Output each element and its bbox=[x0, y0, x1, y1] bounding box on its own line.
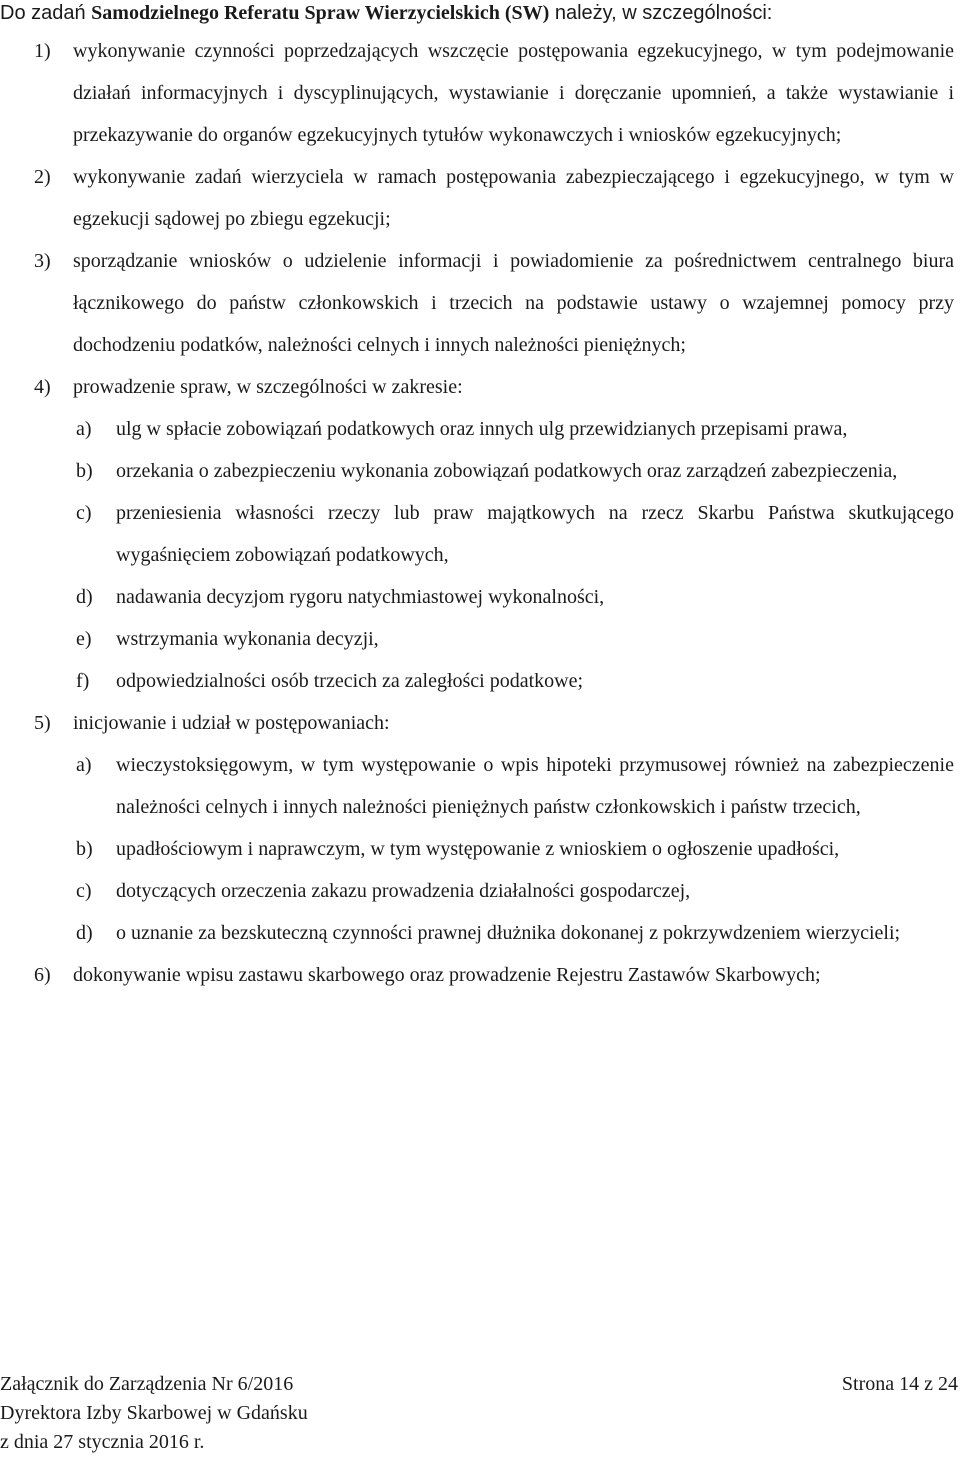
intro-tail: należy, w szczególności: bbox=[549, 2, 773, 24]
footer-row bbox=[0, 1399, 960, 1428]
item-text: sporządzanie wniosków o udzielenie informacji i powiadomienie za pośrednictwem centralnego biura łącznikowego do państw członkowskich i trzecich na podstawie ustawy o wzajemnej pomocy przy dochodzeniu podatków, należności celnych i innych należności pieniężnych; bbox=[73, 250, 954, 356]
item-text: dokonywanie wpisu zastawu skarbowego oraz prowadzenie Rejestru Zastawów Skarbowych; bbox=[73, 964, 821, 986]
sub-item-letter: d) bbox=[76, 922, 93, 944]
sub-item-letter: b) bbox=[76, 460, 93, 482]
sub-item-text: nadawania decyzjom rygoru natychmiastowej wykonalności, bbox=[116, 586, 605, 608]
sub-item bbox=[34, 660, 954, 702]
item-number: 3) bbox=[34, 250, 51, 272]
item-number: 1) bbox=[34, 40, 51, 62]
duties-list bbox=[34, 30, 954, 996]
sub-item bbox=[34, 618, 954, 660]
sub-item-text: ulg w spłacie zobowiązań podatkowych oraz innych ulg przewidzianych przepisami prawa, bbox=[116, 418, 848, 440]
sub-item-text: dotyczących orzeczenia zakazu prowadzenia działalności gospodarczej, bbox=[116, 880, 691, 902]
sub-item bbox=[34, 912, 954, 954]
sub-item bbox=[34, 744, 954, 828]
sub-item bbox=[34, 828, 954, 870]
page-number: Strona 14 z 24 bbox=[841, 1373, 958, 1395]
sub-item bbox=[34, 576, 954, 618]
sub-item-letter: c) bbox=[76, 880, 92, 902]
sub-item-text: wstrzymania wykonania decyzji, bbox=[116, 628, 379, 650]
footer-row bbox=[0, 1428, 960, 1457]
item-text: prowadzenie spraw, w szczególności w zakresie: bbox=[73, 376, 463, 398]
list-item bbox=[34, 954, 954, 996]
item-number: 4) bbox=[34, 376, 51, 398]
sub-item-text: o uznanie za bezskuteczną czynności prawnej dłużnika dokonanej z pokrzywdzeniem wierzycieli; bbox=[116, 922, 901, 944]
page-footer bbox=[0, 1370, 960, 1457]
intro-lead: Do zadań bbox=[0, 2, 92, 24]
list-item bbox=[34, 156, 954, 240]
item-number: 2) bbox=[34, 166, 51, 188]
sub-item-text: upadłościowym i naprawczym, w tym występowanie z wnioskiem o ogłoszenie upadłości, bbox=[116, 838, 840, 860]
intro-sentence bbox=[0, 0, 960, 26]
item-text: inicjowanie i udział w postępowaniach: bbox=[73, 712, 390, 734]
sub-item bbox=[34, 870, 954, 912]
sub-item-letter: a) bbox=[76, 418, 92, 440]
department-name: Samodzielnego Referatu Spraw Wierzycielskich (SW) bbox=[91, 2, 550, 24]
sub-item-letter: e) bbox=[76, 628, 92, 650]
sub-item-text: przeniesienia własności rzeczy lub praw majątkowych na rzecz Skarbu Państwa skutkującego wygaśnięciem zobowiązań podatkowych, bbox=[116, 502, 954, 566]
item-number: 5) bbox=[34, 712, 51, 734]
item-number: 6) bbox=[34, 964, 51, 986]
sub-item-text: orzekania o zabezpieczeniu wykonania zobowiązań podatkowych oraz zarządzeń zabezpieczenia, bbox=[116, 460, 898, 482]
sub-item-letter: c) bbox=[76, 502, 92, 524]
footer-date: z dnia 27 stycznia 2016 r. bbox=[0, 1431, 205, 1453]
list-item bbox=[34, 30, 954, 156]
sub-item bbox=[34, 492, 954, 576]
list-item bbox=[34, 240, 954, 366]
sub-item-letter: d) bbox=[76, 586, 93, 608]
sub-item bbox=[34, 450, 954, 492]
footer-issuer: Dyrektora Izby Skarbowej w Gdańsku bbox=[0, 1402, 308, 1424]
sub-item-text: odpowiedzialności osób trzecich za zaległości podatkowe; bbox=[116, 670, 584, 692]
sub-item-letter: b) bbox=[76, 838, 93, 860]
sub-item-letter: a) bbox=[76, 754, 92, 776]
item-text: wykonywanie czynności poprzedzających wszczęcie postępowania egzekucyjnego, w tym podejmowanie działań informacyjnych i dyscyplinujących, wystawianie i doręczanie upomnień, a także wystawianie i przekazywanie do organów egzekucyjnych tytułów wykonawczych i wniosków egzekucyjnych; bbox=[73, 40, 954, 146]
footer-row bbox=[0, 1370, 960, 1399]
list-item bbox=[34, 366, 954, 408]
sub-item bbox=[34, 408, 954, 450]
sub-item-text: wieczystoksięgowym, w tym występowanie o wpis hipoteki przymusowej również na zabezpieczenie należności celnych i innych należności pieniężnych państw członkowskich i państw trzecich, bbox=[116, 754, 954, 818]
footer-annex-title: Załącznik do Zarządzenia Nr 6/2016 bbox=[0, 1373, 294, 1395]
list-item bbox=[34, 702, 954, 744]
sub-item-letter: f) bbox=[76, 670, 90, 692]
item-text: wykonywanie zadań wierzyciela w ramach postępowania zabezpieczającego i egzekucyjnego, w tym w egzekucji sądowej po zbiegu egzekucji; bbox=[73, 166, 954, 230]
